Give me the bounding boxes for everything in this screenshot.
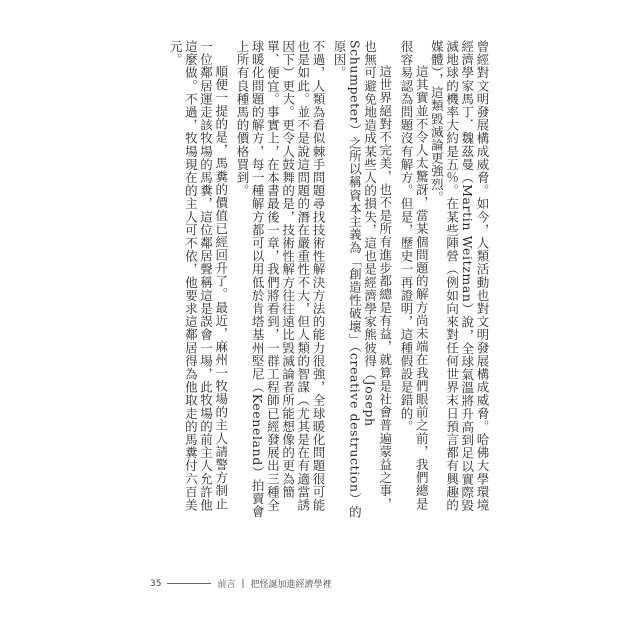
footer-separator: |: [241, 578, 245, 589]
page-footer: [150, 577, 332, 590]
footer-section: 前言: [217, 580, 236, 590]
vertical-text-body: [112, 40, 490, 520]
paragraph-4: 不過，人類為看似棘手問題尋找技術性解決方法的能力很強，全球暖化問題很可能也是如此。並不是說這問題的潛在嚴重性不大，但人類的智謀（尤其是在有適當誘因下）更大。更令人鼓舞的是，技術性解方往往遠比毀滅論者所能想像的更為簡單、便宜。事實上，在本書最後一章，我們將看到，一群工程師已經發展出三種全球暖化問題的解方，每一種解方都可以用低於肯塔基州堅尼（Keeneland）拍賣會上所有良種馬的價格買到。: [234, 40, 326, 519]
footer-book-title: 把怪誕加進經濟學裡: [250, 580, 332, 590]
paragraph-2: 這其實並不令人太驚訝，當某個問題的解方尚未端在我們眼前之前，我們總是很容易認為問題沒有解方。但是，歷史一再證明，這種假設是錯的。: [398, 40, 430, 511]
paragraph-5: 順便一提的是，馬糞的價值已經回升了。最近，麻州一牧場的主人請警方制止一位鄰居運走該牧場的馬糞，這位鄰居聲稱這是誤會一場，此牧場的前主人允許他這麼做。不過，牧場現在的主人可不依，他要求這鄰居得為他取走的馬糞付六百美元。: [168, 40, 229, 512]
paragraph-3: 這世界絕對不完美，也不是所有進步都總是有益，就算是社會普遍蒙益之事，也無可避免地造成某些人的損失，這也是經濟學家熊彼得（Joseph Schumpeter）之所以稱資本主義為「創造性破壞」（creative destruction）的原因。: [332, 40, 393, 519]
page-number: 35: [150, 578, 162, 589]
paragraph-1: 曾經對文明發展構成威脅。如今，人類活動也對文明發展構成威脅。哈佛大學環境經濟學家馬丁．魏茲曼（Martin Weitzman）說，全球氣溫將升高到足以實際毀滅地球的機率大約是五％。在某些陣營（例如向來對任何世界末日預言都有興趣的媒體），這類毀滅論更強烈。: [429, 40, 490, 513]
footer-rule: [167, 583, 211, 584]
